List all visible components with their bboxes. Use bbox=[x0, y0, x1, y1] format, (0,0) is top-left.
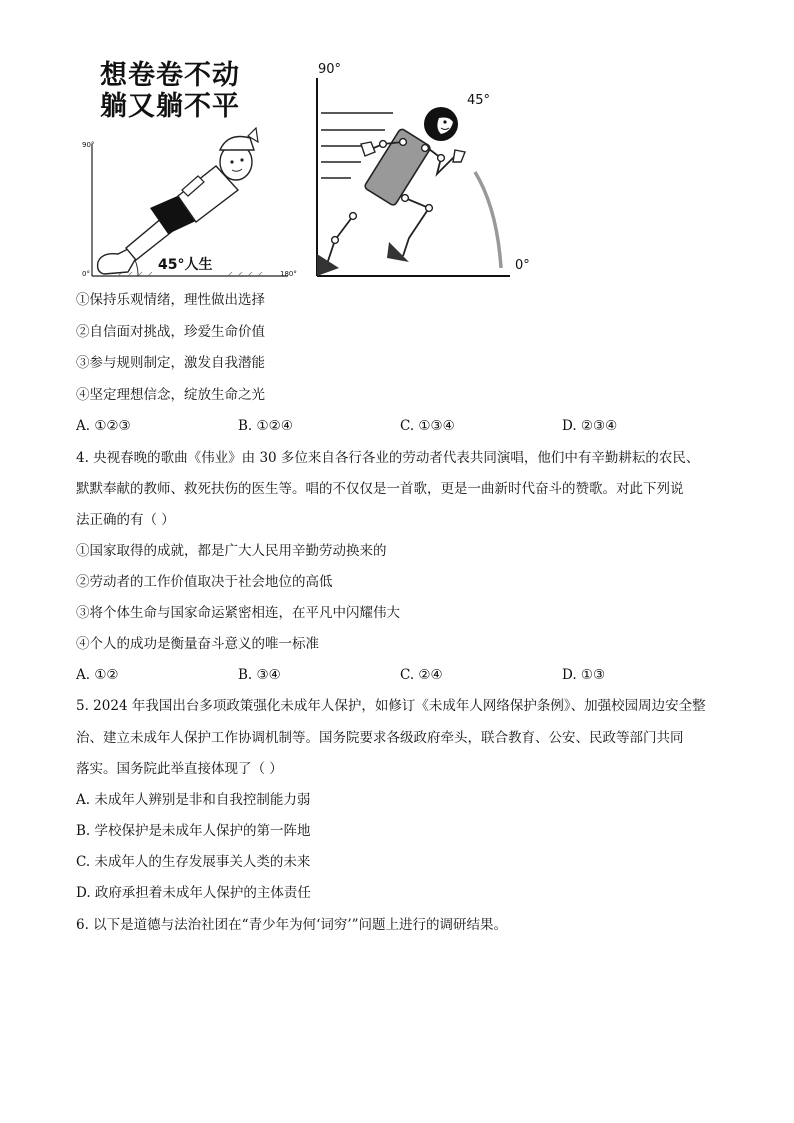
figure-running-person bbox=[305, 58, 545, 280]
q4-stem-line1: 4. 央视春晚的歌曲《伟业》由 30 多位来自各行各业的劳动者代表共同演唱，他们中有辛勤耕耘的农民、 bbox=[76, 450, 700, 466]
right-axis-90-label: 90° bbox=[318, 62, 342, 77]
q3-option-a[interactable]: A. ①②③ bbox=[76, 418, 131, 434]
figure-title-line2: 躺又躺不平 bbox=[100, 91, 240, 122]
q4-stem-line3: 法正确的有（ ） bbox=[76, 512, 175, 528]
q4-statement-2: ②劳动者的工作价值取决于社会地位的高低 bbox=[76, 574, 333, 590]
q3-statement-3: ③参与规则制定，激发自我潜能 bbox=[76, 355, 265, 371]
q4-option-a[interactable]: A. ①② bbox=[76, 667, 119, 683]
q5-option-b[interactable]: B. 学校保护是未成年人保护的第一阵地 bbox=[76, 823, 311, 839]
q4-option-d[interactable]: D. ①③ bbox=[562, 667, 606, 683]
q5-option-c[interactable]: C. 未成年人的生存发展事关人类的未来 bbox=[76, 854, 311, 870]
q6-stem: 6. 以下是道德与法治社团在“青少年为何‘词穷’”问题上进行的调研结果。 bbox=[76, 917, 508, 933]
q4-option-c[interactable]: C. ②④ bbox=[400, 667, 443, 683]
q3-option-c[interactable]: C. ①③④ bbox=[400, 418, 455, 434]
right-axis-0-label: 0° bbox=[515, 258, 530, 273]
q5-stem-line1: 5. 2024 年我国出台多项政策强化未成年人保护，如修订《未成年人网络保护条例》、加强校园周边安全整 bbox=[76, 698, 706, 714]
q4-statement-3: ③将个体生命与国家命运紧密相连，在平凡中闪耀伟大 bbox=[76, 605, 400, 621]
figure-title bbox=[100, 60, 240, 122]
q5-stem-line2: 治、建立未成年人保护工作协调机制等。国务院要求各级政府牵头，联合教育、公安、民政等部门共同 bbox=[76, 730, 684, 746]
q3-option-d[interactable]: D. ②③④ bbox=[562, 418, 618, 434]
left-axis-180-label: 180° bbox=[280, 270, 297, 278]
q3-option-b[interactable]: B. ①②④ bbox=[238, 418, 293, 434]
q4-statement-1: ①国家取得的成就，都是广大人民用辛勤劳动换来的 bbox=[76, 543, 387, 559]
left-axis-0-label: 0° bbox=[82, 270, 90, 278]
q5-stem-line3: 落实。国务院此举直接体现了（ ） bbox=[76, 761, 283, 777]
running-robot-illustration bbox=[305, 58, 545, 280]
q4-option-b[interactable]: B. ③④ bbox=[238, 667, 281, 683]
q5-option-a[interactable]: A. 未成年人辨别是非和自我控制能力弱 bbox=[76, 792, 311, 808]
figure-caption: 45°人生 bbox=[158, 257, 213, 273]
q5-option-d[interactable]: D. 政府承担着未成年人保护的主体责任 bbox=[76, 885, 311, 901]
left-axis-90-label: 90° bbox=[82, 141, 95, 149]
q3-statement-4: ④坚定理想信念，绽放生命之光 bbox=[76, 387, 265, 403]
right-angle-45-label: 45° bbox=[467, 93, 491, 108]
q3-statement-1: ①保持乐观情绪，理性做出选择 bbox=[76, 292, 265, 308]
q4-statement-4: ④个人的成功是衡量奋斗意义的唯一标准 bbox=[76, 636, 319, 652]
q3-statement-2: ②自信面对挑战，珍爱生命价值 bbox=[76, 324, 265, 340]
figure-title-line1: 想卷卷不动 bbox=[100, 60, 240, 91]
q4-stem-line2: 默默奉献的教师、救死扶伤的医生等。唱的不仅仅是一首歌，更是一曲新时代奋斗的赞歌。对此下列说 bbox=[76, 481, 684, 497]
